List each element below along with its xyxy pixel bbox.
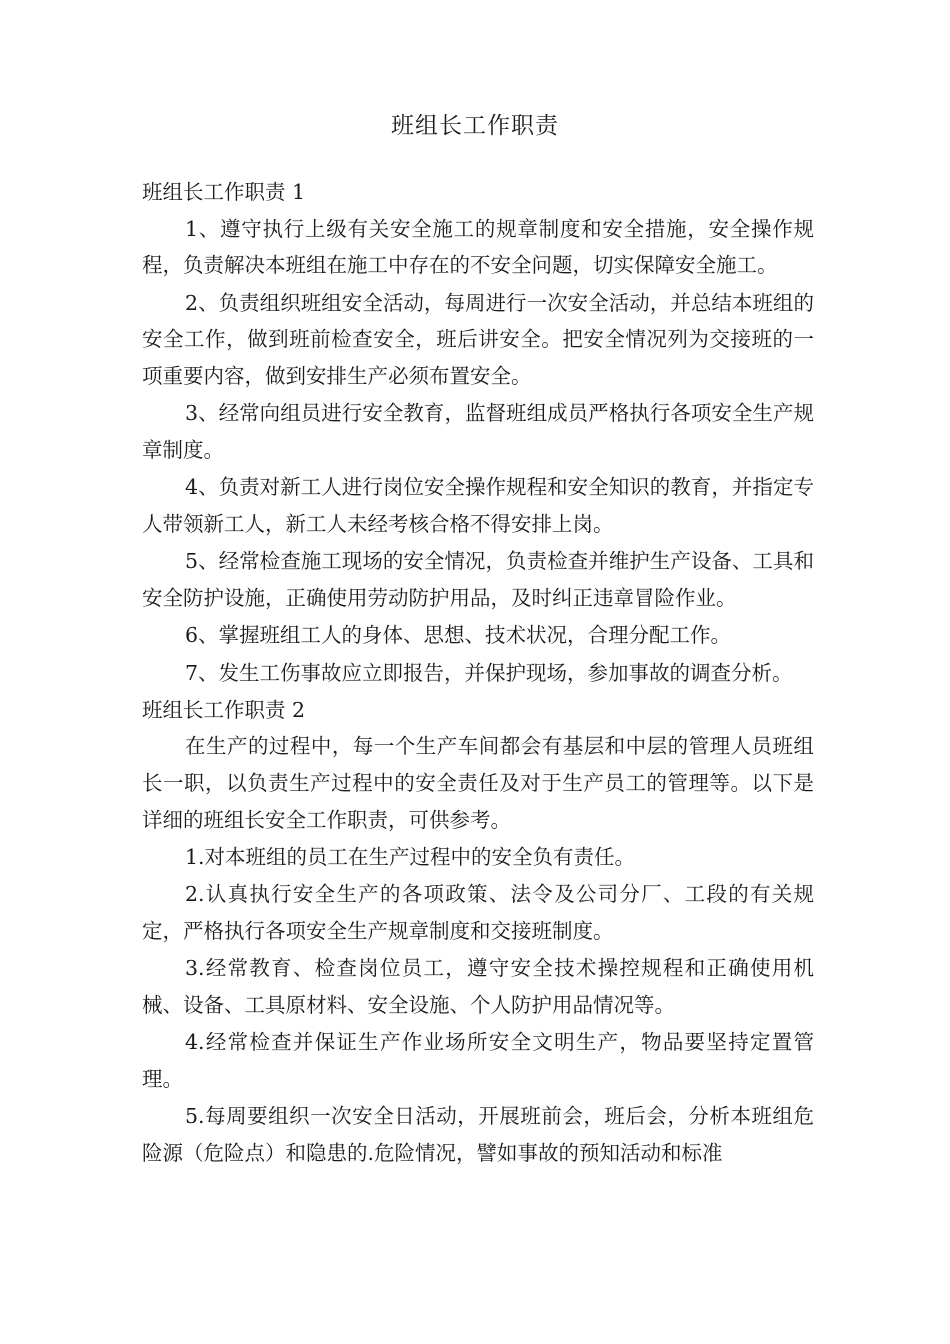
paragraph: 4、负责对新工人进行岗位安全操作规程和安全知识的教育，并指定专人带领新工人，新工人未经考核合格不得安排上岗。 bbox=[142, 475, 814, 536]
paragraph: 2.认真执行安全生产的各项政策、法令及公司分厂、工段的有关规定，严格执行各项安全生产规章制度和交接班制度。 bbox=[142, 882, 814, 944]
paragraph: 3.经常教育、检查岗位员工，遵守安全技术操控规程和正确使用机械、设备、工具原材料、安全设施、个人防护用品情况等。 bbox=[142, 956, 814, 1018]
section-1 bbox=[142, 174, 814, 691]
page-title: 班组长工作职责 bbox=[391, 113, 559, 139]
section-2 bbox=[142, 692, 814, 1172]
paragraph: 7、发生工伤事故应立即报告，并保护现场，参加事故的调查分析。 bbox=[185, 660, 793, 685]
paragraph: 4.经常检查并保证生产作业场所安全文明生产，物品要坚持定置管理。 bbox=[142, 1030, 814, 1092]
section-heading: 班组长工作职责 1 bbox=[142, 180, 306, 204]
paragraph: 5、经常检查施工现场的安全情况，负责检查并维护生产设备、工具和安全防护设施，正确使用劳动防护用品，及时纠正违章冒险作业。 bbox=[142, 549, 814, 610]
paragraph: 5.每周要组织一次安全日活动，开展班前会，班后会，分析本班组危险源（危险点）和隐患的.危险情况，譬如事故的预知活动和标准 bbox=[142, 1104, 814, 1165]
paragraph: 2、负责组织班组安全活动，每周进行一次安全活动，并总结本班组的安全工作，做到班前检查安全，班后讲安全。把安全情况列为交接班的一项重要内容，做到安排生产必须布置安全。 bbox=[142, 290, 814, 388]
paragraph: 1、遵守执行上级有关安全施工的规章制度和安全措施，安全操作规程，负责解决本班组在施工中存在的不安全问题，切实保障安全施工。 bbox=[142, 216, 814, 278]
paragraph: 在生产的过程中，每一个生产车间都会有基层和中层的管理人员班组长一职，以负责生产过程中的安全责任及对于生产员工的管理等。以下是详细的班组长安全工作职责，可供参考。 bbox=[142, 734, 814, 832]
paragraph: 3、经常向组员进行安全教育，监督班组成员严格执行各项安全生产规章制度。 bbox=[142, 401, 814, 462]
document-body bbox=[142, 174, 814, 1172]
section-heading: 班组长工作职责 2 bbox=[142, 697, 306, 722]
paragraph: 1.对本班组的员工在生产过程中的安全负有责任。 bbox=[185, 845, 636, 870]
paragraph: 6、掌握班组工人的身体、思想、技术状况，合理分配工作。 bbox=[185, 623, 732, 648]
